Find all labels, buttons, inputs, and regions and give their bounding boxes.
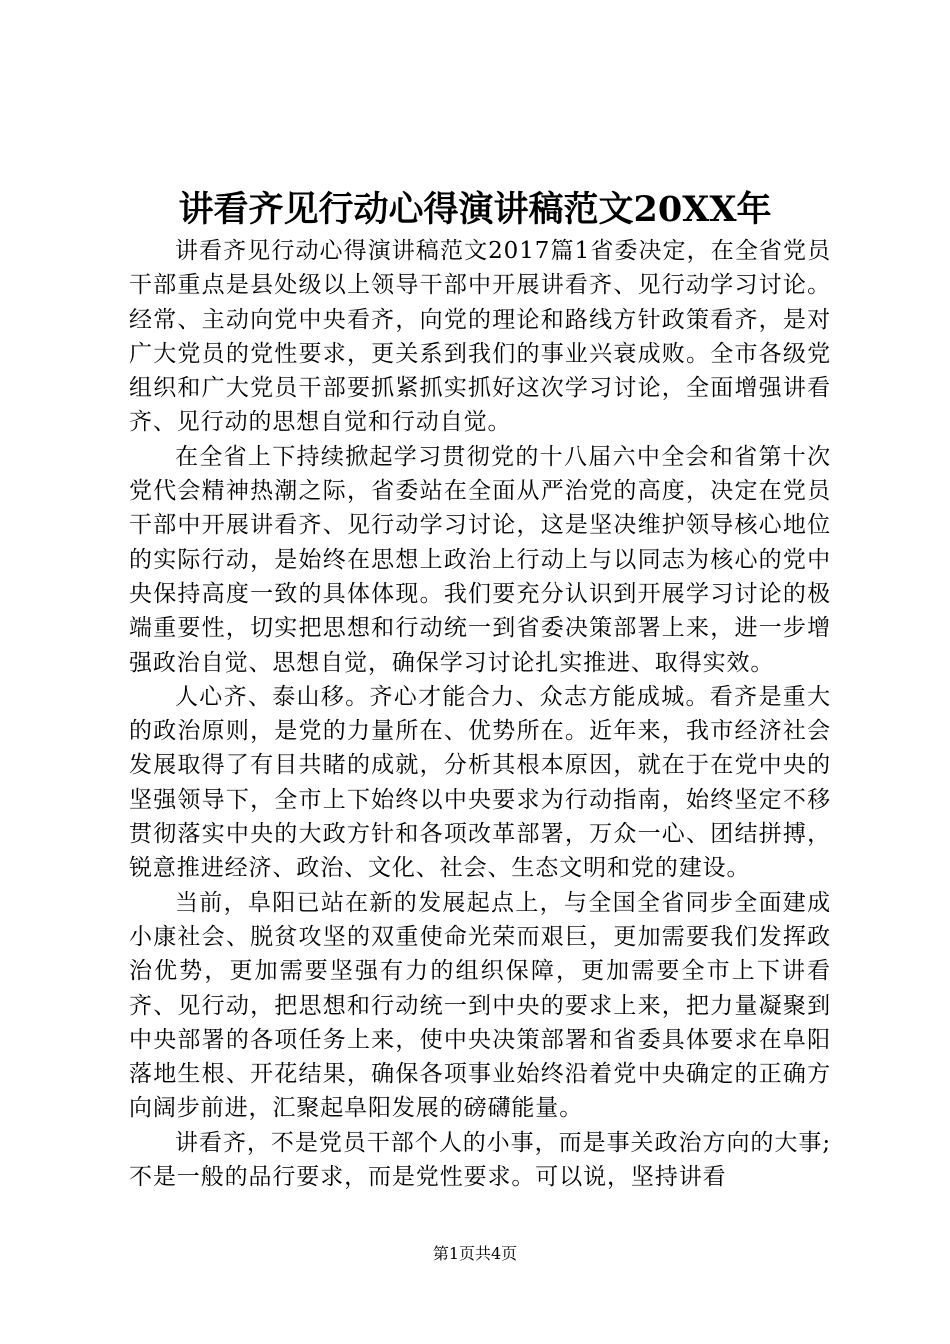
document-title: 讲看齐见行动心得演讲稿范文20XX年: [178, 189, 772, 230]
page-number: 第1页: [432, 1244, 475, 1263]
paragraph-4: 当前，阜阳已站在新的发展起点上，与全国全省同步全面建成小康社会、脱贫攻坚的双重使命光荣而艰巨，更加需要我们发挥政治优势，更加需要坚强有力的组织保障，更加需要全市上下讲看齐、见行动，把思想和行动统一到中央的要求上来，把力量凝聚到中央部署的各项任务上来，使中央决策部署和省委具体要求在阜阳落地生根、开花结果，确保各项事业始终沿着党中央确定的正确方向阔步前进，汇聚起阜阳发展的磅礴能量。: [129, 889, 831, 1122]
paragraph-1: 讲看齐见行动心得演讲稿范文2017篇1省委决定，在全省党员干部重点是县处级以上领导干部中开展讲看齐、见行动学习讨论。经常、主动向党中央看齐，向党的理论和路线方针政策看齐，是对广大党员的党性要求，更关系到我们的事业兴衰成败。全市各级党组织和广大党员干部要抓紧抓实抓好这次学习讨论，全面增强讲看齐、见行动的思想自觉和行动自觉。: [129, 238, 831, 436]
page-footer: [0, 1242, 950, 1266]
paragraph-2: 在全省上下持续掀起学习贯彻党的十八届六中全会和省第十次党代会精神热潮之际，省委站在全面从严治党的高度，决定在党员干部中开展讲看齐、见行动学习讨论，这是坚决维护领导核心地位的实际行动，是始终在思想上政治上行动上与以同志为核心的党中央保持高度一致的具体体现。我们要充分认识到开展学习讨论的极端重要性，切实把思想和行动统一到省委决策部署上来，进一步增强政治自觉、思想自觉，确保学习讨论扎实推进、取得实效。: [129, 443, 831, 676]
paragraph-5: 讲看齐，不是党员干部个人的小事，而是事关政治方向的大事;不是一般的品行要求，而是党性要求。可以说，坚持讲看: [129, 1129, 831, 1191]
page-total: 共4页: [475, 1244, 518, 1263]
paragraph-3: 人心齐、泰山移。齐心才能合力、众志方能成城。看齐是重大的政治原则，是党的力量所在、优势所在。近年来，我市经济社会发展取得了有目共睹的成就，分析其根本原因，就在于在党中央的坚强领导下，全市上下始终以中央要求为行动指南，始终坚定不移贯彻落实中央的大政方针和各项改革部署，万众一心、团结拼搏，锐意推进经济、政治、文化、社会、生态文明和党的建设。: [129, 683, 831, 882]
document-body: [129, 234, 831, 1194]
